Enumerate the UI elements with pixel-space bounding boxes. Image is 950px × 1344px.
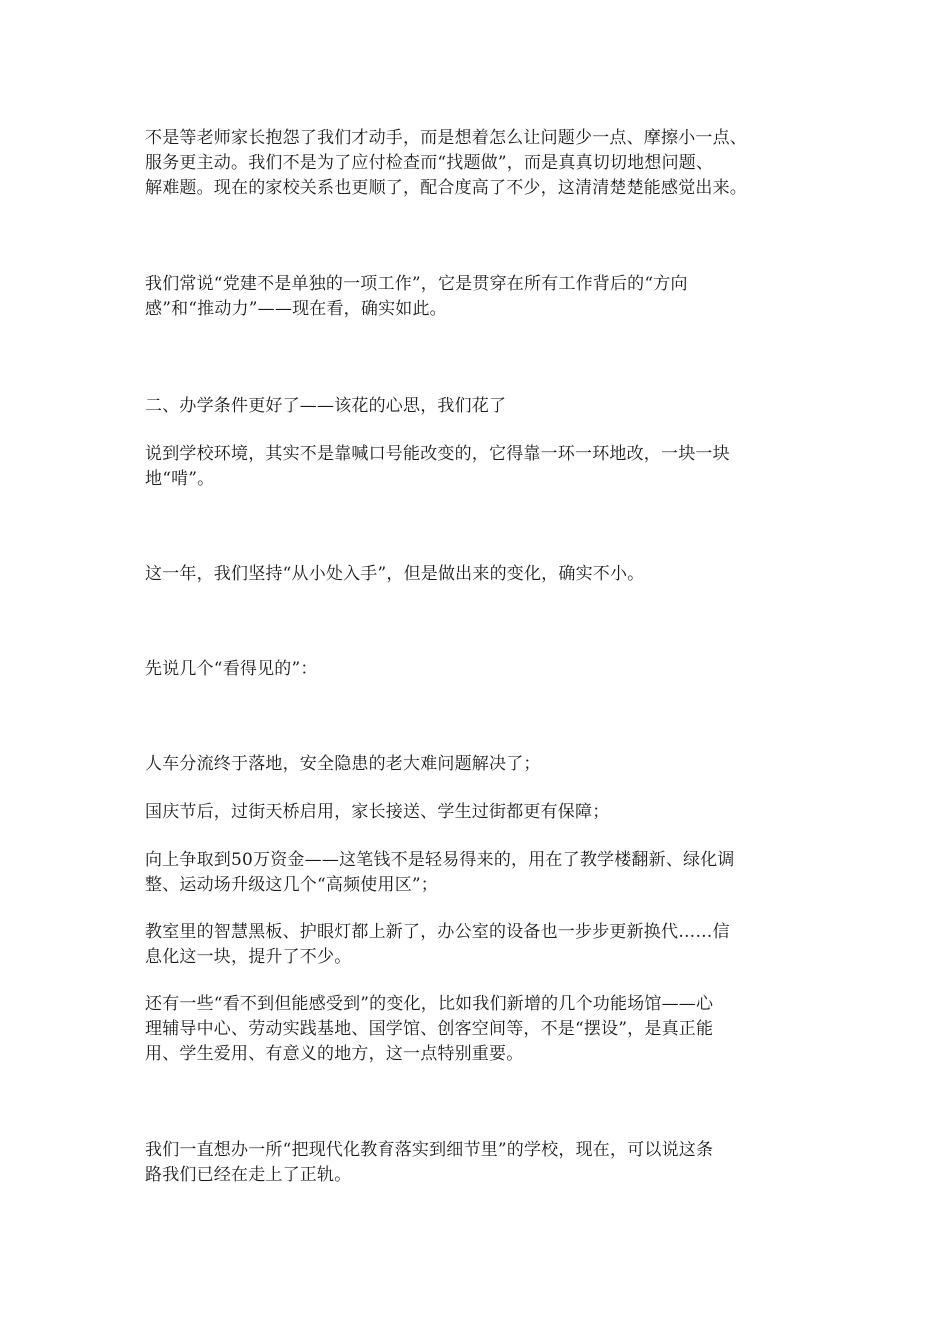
paragraph-modern-education [145,1138,815,1188]
paragraph-visible-intro [145,657,815,682]
paragraph-function-venues [145,992,815,1067]
paragraph-party-building [145,272,815,322]
paragraph-school-environment [145,442,815,492]
list-item-footbridge [145,800,815,825]
text-line: 我们常说“党建不是单独的一项工作”，它是贯穿在所有工作背后的“方向 [145,274,688,294]
section-heading [145,394,815,419]
text-line: 还有一些“看不到但能感受到”的变化，比如我们新增的几个功能场馆——心 [145,994,714,1014]
text-line: 理辅导中心、劳动实践基地、国学馆、创客空间等，不是“摆设”，是真正能 [145,1019,714,1039]
text-line: 我们一直想办一所“把现代化教育落实到细节里”的学校，现在，可以说这条 [145,1140,714,1160]
text-line: 先说几个“看得见的”： [145,659,318,679]
text-line: 解难题。现在的家校关系也更顺了，配合度高了不少，这清清楚楚能感觉出来。 [145,178,747,198]
text-line: 人车分流终于落地，安全隐患的老大难问题解决了； [145,754,541,774]
text-line: 用、学生爱用、有意义的地方，这一点特别重要。 [145,1044,524,1064]
text-line: 息化这一块，提升了不少。 [145,947,352,967]
list-item-traffic-separation [145,752,815,777]
text-line: 路我们已经在走上了正轨。 [145,1165,352,1185]
list-item-funding [145,848,815,898]
text-line: 教室里的智慧黑板、护眼灯都上新了，办公室的设备也一步步更新换代……信 [145,922,730,942]
heading-line: 二、办学条件更好了——该花的心思，我们花了 [145,396,507,416]
text-line: 说到学校环境，其实不是靠喊口号能改变的，它得靠一环一环地改，一块一块 [145,444,730,464]
text-line: 不是等老师家长抱怨了我们才动手，而是想着怎么让问题少一点、摩擦小一点、 [145,128,747,148]
list-item-classroom-equipment [145,920,815,970]
text-line: 整、运动场升级这几个“高频使用区”； [145,875,438,895]
text-line: 向上争取到50万资金——这笔钱不是轻易得来的，用在了教学楼翻新、绿化调 [145,850,735,870]
paragraph-home-school [145,126,815,201]
text-line: 这一年，我们坚持“从小处入手”，但是做出来的变化，确实不小。 [145,564,645,584]
text-line: 服务更主动。我们不是为了应付检查而“找题做”，而是真真切切地想问题、 [145,153,714,173]
text-line: 地“啃”。 [145,469,215,489]
paragraph-this-year [145,562,815,587]
text-line: 感”和“推动力”——现在看，确实如此。 [145,299,447,319]
text-line: 国庆节后，过街天桥启用，家长接送、学生过街都更有保障； [145,802,610,822]
